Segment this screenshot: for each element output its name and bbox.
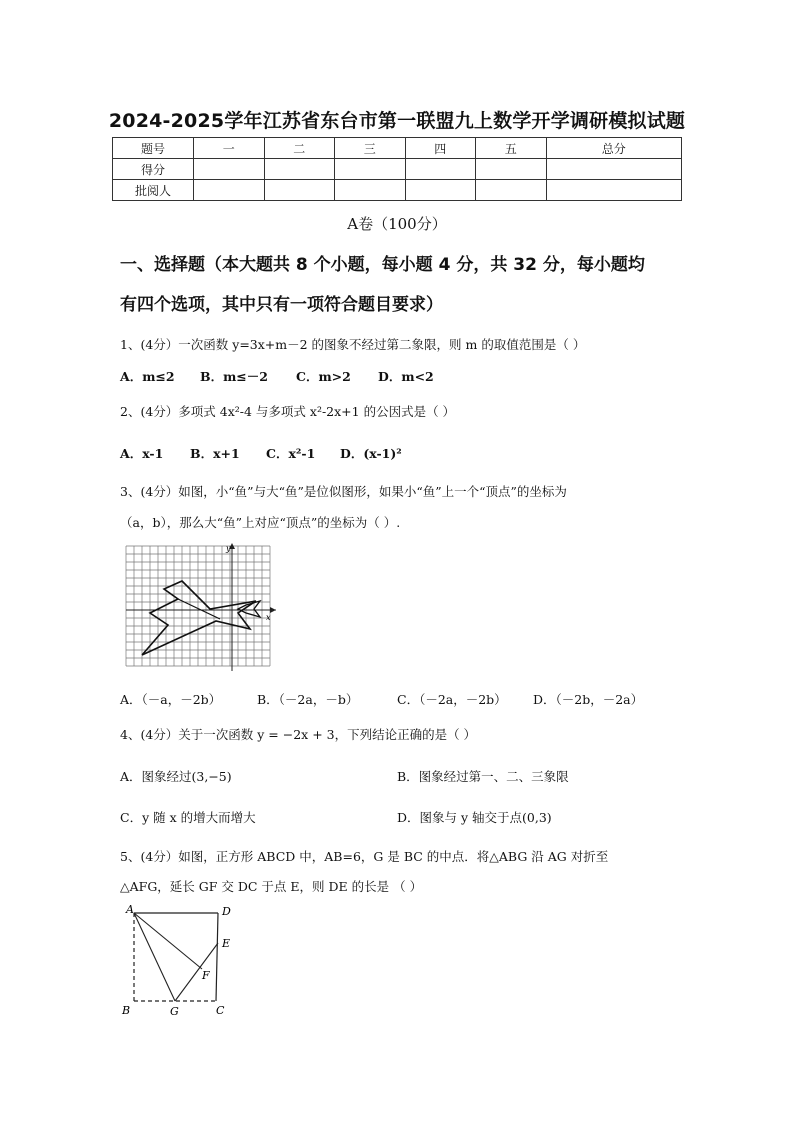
q4-option-c: C．y 随 x 的增大而增大 (120, 810, 256, 825)
score-cell: 三 (335, 138, 406, 159)
label-a: A (126, 903, 134, 916)
score-cell (405, 159, 476, 180)
segment-ag (134, 913, 175, 1001)
y-axis-label: y (226, 544, 231, 553)
q2-option-b: B．x+1 (190, 446, 240, 461)
q1-option-a: A．m≤2 (120, 369, 175, 384)
label-g: G (170, 1005, 179, 1018)
segment-af (134, 913, 202, 969)
part1-title-line1: 一、选择题（本大题共 8 个小题，每小题 4 分，共 32 分，每小题均 (120, 255, 645, 275)
q2-option-c: C．x²-1 (266, 446, 316, 461)
label-e: E (222, 937, 231, 950)
q3-fish-figure (120, 543, 280, 673)
q3-stem-line1: 3、(4分）如图，小“鱼”与大“鱼”是位似图形，如果小“鱼”上一个“顶点”的坐标为 (120, 484, 567, 499)
q2-stem: 2、(4分）多项式 4x²-4 与多项式 x²-2x+1 的公因式是（ ） (120, 404, 456, 419)
label-b: B (122, 1004, 131, 1017)
q1-stem: 1、(4分）一次函数 y=3x+m－2 的图象不经过第二象限，则 m 的取值范围是（ ） (120, 337, 586, 352)
q1-option-c: C．m>2 (296, 369, 351, 384)
q2-option-d: D．(x-1)² (340, 446, 402, 461)
x-axis-label: x (266, 613, 271, 622)
q4-option-d: D．图象与 y 轴交于点(0,3) (397, 810, 552, 825)
q1-option-d: D．m<2 (378, 369, 434, 384)
score-cell (405, 180, 476, 201)
label-c: C (216, 1004, 225, 1017)
score-cell: 五 (476, 138, 547, 159)
q4-option-b: B．图象经过第一、二、三象限 (397, 769, 569, 784)
q5-stem-line1: 5、(4分）如图，正方形 ABCD 中，AB=6，G 是 BC 的中点．将△ABG 沿 AG 对折至 (120, 849, 609, 864)
q3-stem-line2: （a，b），那么大“鱼”上对应“顶点”的坐标为（ ）. (120, 515, 401, 530)
q4-stem: 4、(4分）关于一次函数 y = −2x + 3，下列结论正确的是（ ） (120, 727, 477, 742)
score-cell (335, 159, 406, 180)
exam-title: 2024-2025学年江苏省东台市第一联盟九上数学开学调研模拟试题 (108, 110, 686, 132)
score-cell (476, 180, 547, 201)
side-dc (216, 913, 218, 1001)
q2-option-a: A．x-1 (120, 446, 164, 461)
score-cell (194, 180, 265, 201)
score-cell (264, 180, 335, 201)
part1-title-line2: 有四个选项，其中只有一项符合题目要求） (120, 295, 443, 315)
q4-option-a: A．图象经过(3,−5) (120, 769, 232, 784)
score-cell (476, 159, 547, 180)
label-f: F (202, 969, 210, 982)
score-cell (335, 180, 406, 201)
score-cell (194, 159, 265, 180)
score-cell: 一 (194, 138, 265, 159)
score-cell: 二 (264, 138, 335, 159)
score-cell (546, 159, 682, 180)
score-cell (264, 159, 335, 180)
section-a-heading: A卷（100分） (347, 215, 447, 233)
score-cell: 批阅人 (113, 180, 194, 201)
q3-option-b: B．（－2a，－b） (257, 692, 359, 707)
label-d: D (222, 905, 231, 918)
q5-square-figure (118, 903, 248, 1019)
score-table-header-row (113, 138, 682, 159)
score-table (112, 137, 682, 201)
score-cell: 总分 (546, 138, 682, 159)
score-table-row (113, 159, 682, 180)
q3-option-c: C．（－2a，－2b） (397, 692, 507, 707)
score-cell (546, 180, 682, 201)
q1-option-b: B．m≤－2 (200, 369, 268, 384)
q5-stem-line2: △AFG，延长 GF 交 DC 于点 E，则 DE 的长是 （ ） (120, 879, 423, 894)
score-cell: 得分 (113, 159, 194, 180)
q3-option-d: D．（－2b，－2a） (533, 692, 644, 707)
score-cell: 四 (405, 138, 476, 159)
score-table-row (113, 180, 682, 201)
x-axis-arrow-icon (270, 607, 276, 613)
score-cell: 题号 (113, 138, 194, 159)
q3-option-a: A．（－a，－2b） (120, 692, 222, 707)
